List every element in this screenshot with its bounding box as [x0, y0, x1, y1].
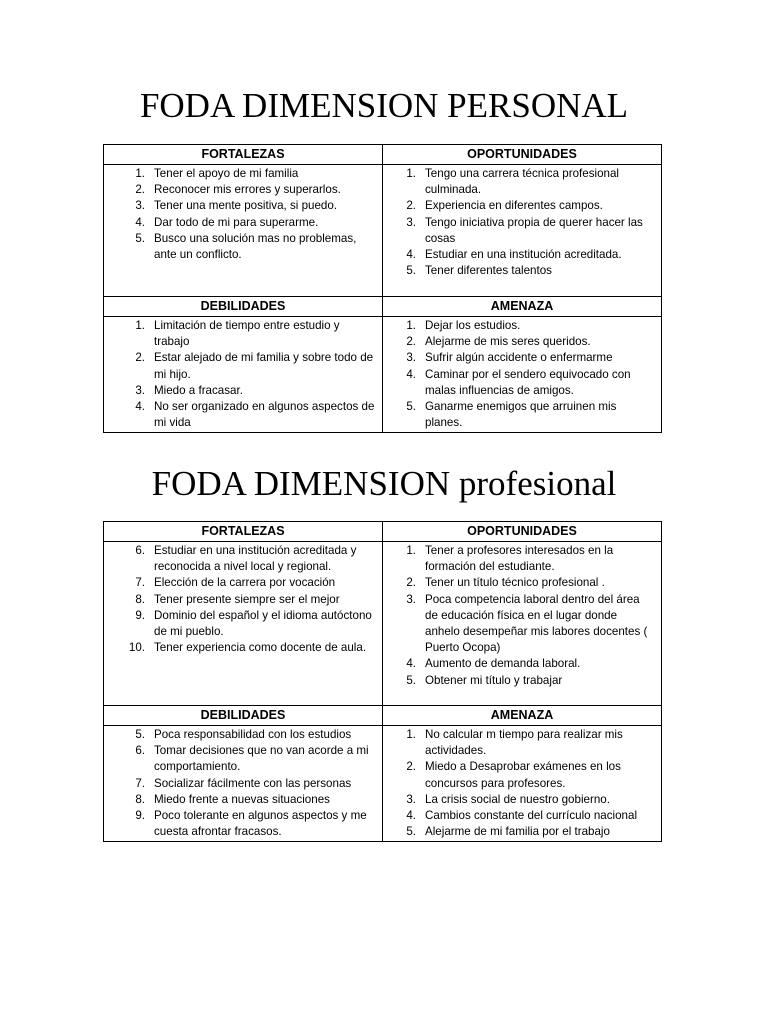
- foda-table-profesional: [103, 521, 662, 842]
- fortalezas-cell: [104, 165, 383, 297]
- list-item: [389, 824, 655, 840]
- list-item-number: 4.: [406, 248, 416, 262]
- header-debilidades: DEBILIDADES: [104, 297, 383, 317]
- list-item-text: No calcular m tiempo para realizar mis actividades.: [425, 728, 623, 758]
- list-item: [389, 792, 655, 808]
- fortalezas-list: [104, 165, 382, 264]
- list-item-text: Estudiar en una institución acreditada.: [425, 248, 622, 262]
- list-item-number: 5.: [135, 231, 145, 245]
- list-item-text: Estar alejado de mi familia y sobre todo de mi hijo.: [154, 351, 374, 381]
- amenaza-list: [383, 317, 661, 432]
- list-item: [389, 673, 655, 689]
- list-item-number: 4.: [406, 809, 416, 823]
- debilidades-list: [104, 726, 382, 841]
- list-item-text: Aumento de demanda laboral.: [425, 657, 581, 671]
- list-item-text: No ser organizado en algunos aspectos de mi vida: [154, 400, 375, 430]
- list-item-number: 5.: [406, 400, 416, 414]
- list-item-number: 3.: [406, 215, 416, 229]
- header-row: [104, 297, 662, 317]
- list-item-number: 4.: [135, 400, 145, 414]
- list-item: [110, 543, 376, 575]
- list-item: [110, 776, 376, 792]
- list-item-text: Caminar por el sendero equivocado con malas influencias de amigos.: [425, 367, 631, 397]
- list-item-text: Tener un título técnico profesional .: [425, 576, 605, 590]
- list-item-text: Tener el apoyo de mi familia: [154, 167, 299, 180]
- list-item-text: Socializar fácilmente con las personas: [154, 776, 352, 790]
- list-item-number: 8.: [135, 592, 145, 606]
- header-fortalezas: FORTALEZAS: [104, 522, 383, 542]
- list-item: [110, 743, 376, 775]
- header-debilidades: DEBILIDADES: [104, 706, 383, 726]
- list-item-number: 3.: [135, 199, 145, 213]
- list-item: [389, 198, 655, 214]
- amenaza-cell: [383, 726, 662, 842]
- list-item-text: Tengo una carrera técnica profesional culminada.: [425, 167, 619, 197]
- list-item-number: 2.: [406, 199, 416, 213]
- list-item-text: Ganarme enemigos que arruinen mis planes.: [425, 400, 617, 430]
- list-item-text: Dominio del español y el idioma autóctono de mi pueblo.: [154, 608, 372, 639]
- list-item: [110, 182, 376, 198]
- list-item: [389, 263, 655, 279]
- list-item-number: 1.: [135, 319, 145, 332]
- list-item: [110, 640, 376, 656]
- list-item: [389, 247, 655, 263]
- list-item-text: Tener diferentes talentos: [425, 264, 552, 278]
- list-item: [110, 198, 376, 214]
- list-item-text: Sufrir algún accidente o enfermarme: [425, 351, 613, 365]
- list-item-number: 10.: [128, 641, 145, 655]
- content-row: [104, 726, 662, 842]
- list-item-number: 9.: [135, 809, 145, 823]
- list-item: [110, 383, 376, 399]
- fortalezas-cell: [104, 542, 383, 706]
- list-item: [389, 166, 655, 198]
- list-item-number: 4.: [406, 657, 416, 671]
- debilidades-list: [104, 317, 382, 432]
- fortalezas-list: [104, 542, 382, 657]
- list-item: [389, 215, 655, 247]
- list-item: [389, 759, 655, 791]
- section-title-profesional: FODA DIMENSION profesional: [151, 464, 617, 503]
- list-item: [110, 166, 376, 182]
- list-item-number: 2.: [135, 183, 145, 197]
- list-item-text: Experiencia en diferentes campos.: [425, 199, 603, 213]
- amenaza-list: [383, 726, 661, 841]
- list-item: [389, 318, 655, 334]
- list-item-text: Limitación de tiempo entre estudio y trabajo: [154, 319, 340, 349]
- oportunidades-list: [383, 542, 661, 690]
- list-item-number: 1.: [406, 728, 416, 741]
- list-item-text: La crisis social de nuestro gobierno.: [425, 792, 610, 806]
- oportunidades-list: [383, 165, 661, 280]
- header-row: [104, 522, 662, 542]
- list-item-text: Miedo a Desaprobar exámenes en los concursos para profesores.: [425, 760, 621, 790]
- list-item-number: 6.: [135, 544, 145, 557]
- header-fortalezas: FORTALEZAS: [104, 145, 383, 165]
- debilidades-cell: [104, 726, 383, 842]
- list-item-text: Tomar decisiones que no van acorde a mi comportamiento.: [154, 744, 369, 774]
- content-row: [104, 165, 662, 297]
- list-item-text: Alejarme de mi familia por el trabajo: [425, 825, 610, 839]
- list-item-number: 3.: [135, 383, 145, 397]
- list-item-text: Tener una mente positiva, si puedo.: [154, 199, 338, 213]
- list-item-number: 9.: [135, 608, 145, 622]
- list-item: [389, 543, 655, 575]
- list-item: [389, 808, 655, 824]
- list-item: [389, 399, 655, 431]
- amenaza-cell: [383, 317, 662, 433]
- list-item-number: 3.: [406, 351, 416, 365]
- list-item-number: 4.: [135, 215, 145, 229]
- list-item-text: Tener a profesores interesados en la formación del estudiante.: [425, 544, 614, 574]
- list-item-text: Cambios constante del currículo nacional: [425, 809, 638, 823]
- list-item: [110, 792, 376, 808]
- list-item: [110, 608, 376, 640]
- header-row: [104, 706, 662, 726]
- list-item-number: 6.: [135, 744, 145, 758]
- list-item-number: 5.: [406, 264, 416, 278]
- section-title-personal: FODA DIMENSION PERSONAL: [139, 86, 629, 125]
- list-item: [389, 575, 655, 591]
- list-item-text: Tengo iniciativa propia de querer hacer las cosas: [425, 215, 643, 245]
- list-item: [389, 656, 655, 672]
- list-item-number: 3.: [406, 592, 416, 606]
- list-item-text: Tener experiencia como docente de aula.: [154, 641, 367, 655]
- list-item-text: Elección de la carrera por vocación: [154, 576, 336, 590]
- list-item: [110, 592, 376, 608]
- list-item: [389, 334, 655, 350]
- list-item-number: 3.: [406, 792, 416, 806]
- list-item-text: Busco una solución mas no problemas, ante un conflicto.: [154, 231, 357, 262]
- list-item: [110, 727, 376, 743]
- list-item-text: Poca competencia laboral dentro del área de educación física en el lugar donde anhelo desempeñar mis labores docentes ( Puerto Ocopa): [425, 592, 648, 655]
- list-item-number: 1.: [406, 167, 416, 180]
- list-item-text: Dar todo de mi para superarme.: [154, 215, 319, 229]
- list-item-number: 5.: [135, 728, 145, 741]
- list-item-number: 1.: [135, 167, 145, 180]
- list-item-number: 7.: [135, 776, 145, 790]
- list-item-number: 1.: [406, 544, 416, 557]
- list-item-text: Estudiar en una institución acreditada y reconocida a nivel local y regional.: [154, 544, 357, 574]
- list-item: [389, 592, 655, 657]
- content-row: [104, 542, 662, 706]
- header-amenaza: AMENAZA: [383, 706, 662, 726]
- list-item-number: 2.: [406, 760, 416, 774]
- list-item: [389, 367, 655, 399]
- list-item: [110, 575, 376, 591]
- list-item-text: Miedo frente a nuevas situaciones: [154, 792, 330, 806]
- list-item: [110, 231, 376, 263]
- list-item-number: 8.: [135, 792, 145, 806]
- list-item-number: 2.: [135, 351, 145, 365]
- list-item-text: Poca responsabilidad con los estudios: [154, 728, 352, 741]
- header-oportunidades: OPORTUNIDADES: [383, 522, 662, 542]
- list-item: [110, 350, 376, 382]
- content-row: [104, 317, 662, 433]
- debilidades-cell: [104, 317, 383, 433]
- header-oportunidades: OPORTUNIDADES: [383, 145, 662, 165]
- list-item-number: 5.: [406, 673, 416, 687]
- list-item-text: Reconocer mis errores y superarlos.: [154, 183, 341, 197]
- list-item: [389, 350, 655, 366]
- oportunidades-cell: [383, 542, 662, 706]
- oportunidades-cell: [383, 165, 662, 297]
- list-item-number: 5.: [406, 825, 416, 839]
- list-item-text: Alejarme de mis seres queridos.: [425, 335, 591, 349]
- list-item-text: Tener presente siempre ser el mejor: [154, 592, 340, 606]
- header-row: [104, 145, 662, 165]
- list-item-text: Miedo a fracasar.: [154, 383, 243, 397]
- list-item-text: Dejar los estudios.: [425, 319, 521, 332]
- list-item-number: 2.: [406, 576, 416, 590]
- foda-table-personal: [103, 144, 662, 433]
- list-item-number: 2.: [406, 335, 416, 349]
- list-item: [110, 318, 376, 350]
- list-item: [110, 808, 376, 840]
- list-item: [110, 399, 376, 431]
- list-item-text: Obtener mi título y trabajar: [425, 673, 563, 687]
- header-amenaza: AMENAZA: [383, 297, 662, 317]
- list-item-text: Poco tolerante en algunos aspectos y me cuesta afrontar fracasos.: [154, 809, 367, 839]
- list-item-number: 7.: [135, 576, 145, 590]
- list-item-number: 1.: [406, 319, 416, 332]
- list-item: [389, 727, 655, 759]
- list-item: [110, 215, 376, 231]
- list-item-number: 4.: [406, 367, 416, 381]
